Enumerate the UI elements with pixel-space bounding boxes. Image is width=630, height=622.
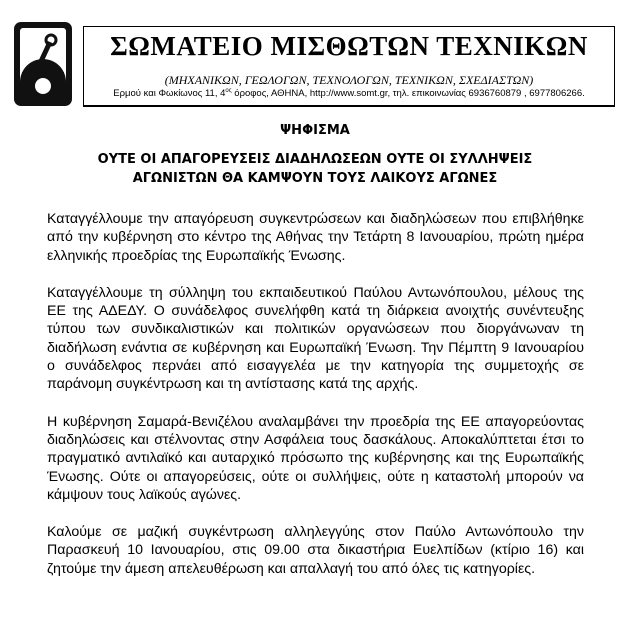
organization-address bbox=[84, 88, 614, 99]
union-logo-icon bbox=[14, 22, 72, 106]
paragraph: Καλούμε σε μαζική συγκέντρωση αλληλεγγύης στον Παύλο Αντωνόπουλο την Παρασκευή 10 Ιανουαρίου, στις 09.00 στα δικαστήρια Ευελπίδων (κτίριο 16) και ζητούμε την άμεση απελευθέρωση και απαλλαγή του από όλες τις κατηγορίες. bbox=[47, 524, 584, 577]
headline-line-1: ΟΥΤΕ ΟΙ ΑΠΑΓΟΡΕΥΣΕΙΣ ΔΙΑΔΗΛΩΣΕΩΝ ΟΥΤΕ ΟΙ ΣΥΛΛΗΨΕΙΣ bbox=[97, 152, 533, 167]
document-body bbox=[47, 210, 584, 597]
paragraph: Καταγγέλλουμε την απαγόρευση συγκεντρώσεων και διαδηλώσεων που επιβλήθηκε από την κυβέρνηση στο κέντρο της Αθήνας την Τετάρτη 8 Ιανουαρίου, πρώτη ημέρα ελληνικής προεδρίας της Ευρωπαϊκής Ένωσης. bbox=[47, 211, 584, 264]
headline-line-2: ΑΓΩΝΙΣΤΩΝ ΘΑ ΚΑΜΨΟΥΝ ΤΟΥΣ ΛΑΙΚΟΥΣ ΑΓΩΝΕΣ bbox=[132, 171, 498, 186]
organization-subtitle: (ΜΗΧΑΝΙΚΩΝ, ΓΕΩΛΟΓΩΝ, ΤΕΧΝΟΛΟΓΩΝ, ΤΕΧΝΙΚΩΝ, ΣΧΕΔΙΑΣΤΩΝ) bbox=[164, 73, 534, 87]
organization-name: ΣΩΜΑΤΕΙΟ ΜΙΣΘΩΤΩΝ ΤΕΧΝΙΚΩΝ bbox=[110, 31, 588, 61]
address-contact: όροφος, ΑΘΗΝΑ, http://www.somt.gr, τηλ. επικοινωνίας 6936760879 , 6977806266. bbox=[231, 88, 585, 100]
paragraph: Η κυβέρνηση Σαμαρά-Βενιζέλου αναλαμβάνει την προεδρία της ΕΕ απαγορεύοντας διαδηλώσεις και στέλνοντας στην Ασφάλεια τους δασκάλους. Αποκαλύπτεται έτσι το πραγματικό αντιλαϊκό και αυταρχικό πρόσωπο της κυβέρνησης και της Ευρωπαϊκής Ένωσης. Ούτε οι απαγορεύσεις, ούτε οι συλλήψεις, ούτε η καταστολή μπορούν να κάμψουν τους λαϊκούς αγώνες. bbox=[47, 413, 584, 503]
paragraph: Καταγγέλλουμε τη σύλληψη του εκπαιδευτικού Παύλου Αντωνόπουλου, μέλους της ΕΕ της ΑΔΕΔΥ. Ο συνάδελφος συνελήφθη κατά τη διάρκεια ανοιχτής συνέντευξης τύπου των συνδικαλιστικών και πολιτικών οργανώσεων που διοργάνωναν τη διαδήλωση ενάντια σε κυβέρνηση και Ευρωπαϊκή Ένωση. Την Πέμπτη 9 Ιανουαρίου ο συνάδελφος περνάει από εισαγγελέα με την κατηγορία της συμμετοχής σε παράνομη συγκέντρωση και τη αντίστασης κατά της αρχής. bbox=[47, 284, 584, 393]
letterhead bbox=[83, 26, 615, 107]
address-text: Ερμού και Φωκίωνος 11, 4 bbox=[113, 88, 226, 100]
document-label: ΨΗΦΙΣΜΑ bbox=[280, 123, 350, 138]
address-superscript: ος bbox=[225, 88, 232, 94]
